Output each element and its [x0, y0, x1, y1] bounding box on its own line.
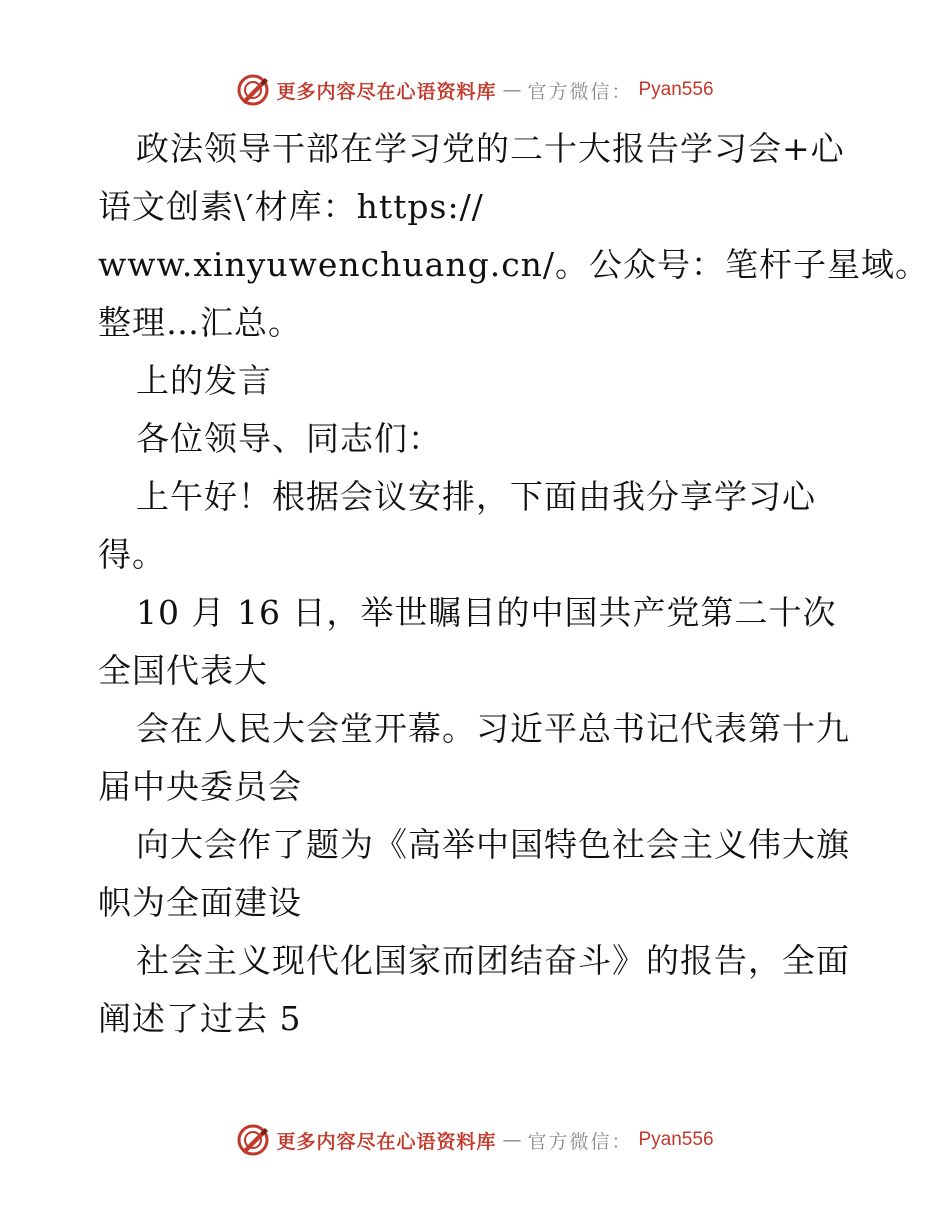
- text-line: 阐述了过去 5: [98, 999, 302, 1038]
- watermark-wechat-id: Pyan556: [638, 1129, 714, 1150]
- text-line: www.xinyuwenchuang.cn/。公众号：笔杆子星域。: [98, 245, 930, 284]
- text-line: 整理…汇总。: [98, 303, 302, 342]
- text-line: 届中央委员会: [98, 767, 302, 806]
- pen-logo-icon: [236, 73, 270, 107]
- text-line: 上的发言: [136, 361, 272, 400]
- text-line: 帜为全面建设: [98, 883, 302, 922]
- watermark-site-text: 更多内容尽在心语资料库: [276, 1130, 497, 1153]
- header-watermark: [0, 70, 950, 110]
- text-line: 上午好！根据会议安排，下面由我分享学习心: [136, 477, 816, 516]
- text-line: 政法领导干部在学习党的二十大报告学习会+心: [136, 129, 845, 168]
- pen-logo-icon: [236, 1123, 270, 1157]
- footer-watermark: [0, 1120, 950, 1160]
- watermark-separator: —: [502, 79, 522, 101]
- text-line: 社会主义现代化国家而团结奋斗》的报告，全面: [136, 941, 850, 980]
- watermark-wechat-label: 官方微信：: [527, 80, 633, 103]
- text-line: 全国代表大: [98, 651, 268, 690]
- text-line: 语文创素\′材库：https://: [98, 187, 484, 226]
- text-line: 会在人民大会堂开幕。习近平总书记代表第十九: [136, 709, 850, 748]
- document-body: [98, 120, 930, 1048]
- watermark-wechat-id: Pyan556: [638, 79, 714, 100]
- text-line: 向大会作了题为《高举中国特色社会主义伟大旗: [136, 825, 850, 864]
- text-line: 各位领导、同志们：: [136, 419, 442, 458]
- text-line: 10 月 16 日，举世瞩目的中国共产党第二十次: [136, 593, 837, 632]
- watermark-site-text: 更多内容尽在心语资料库: [276, 80, 497, 103]
- watermark-separator: —: [502, 1129, 522, 1151]
- text-line: 得。: [98, 535, 166, 574]
- watermark-wechat-label: 官方微信：: [527, 1130, 633, 1153]
